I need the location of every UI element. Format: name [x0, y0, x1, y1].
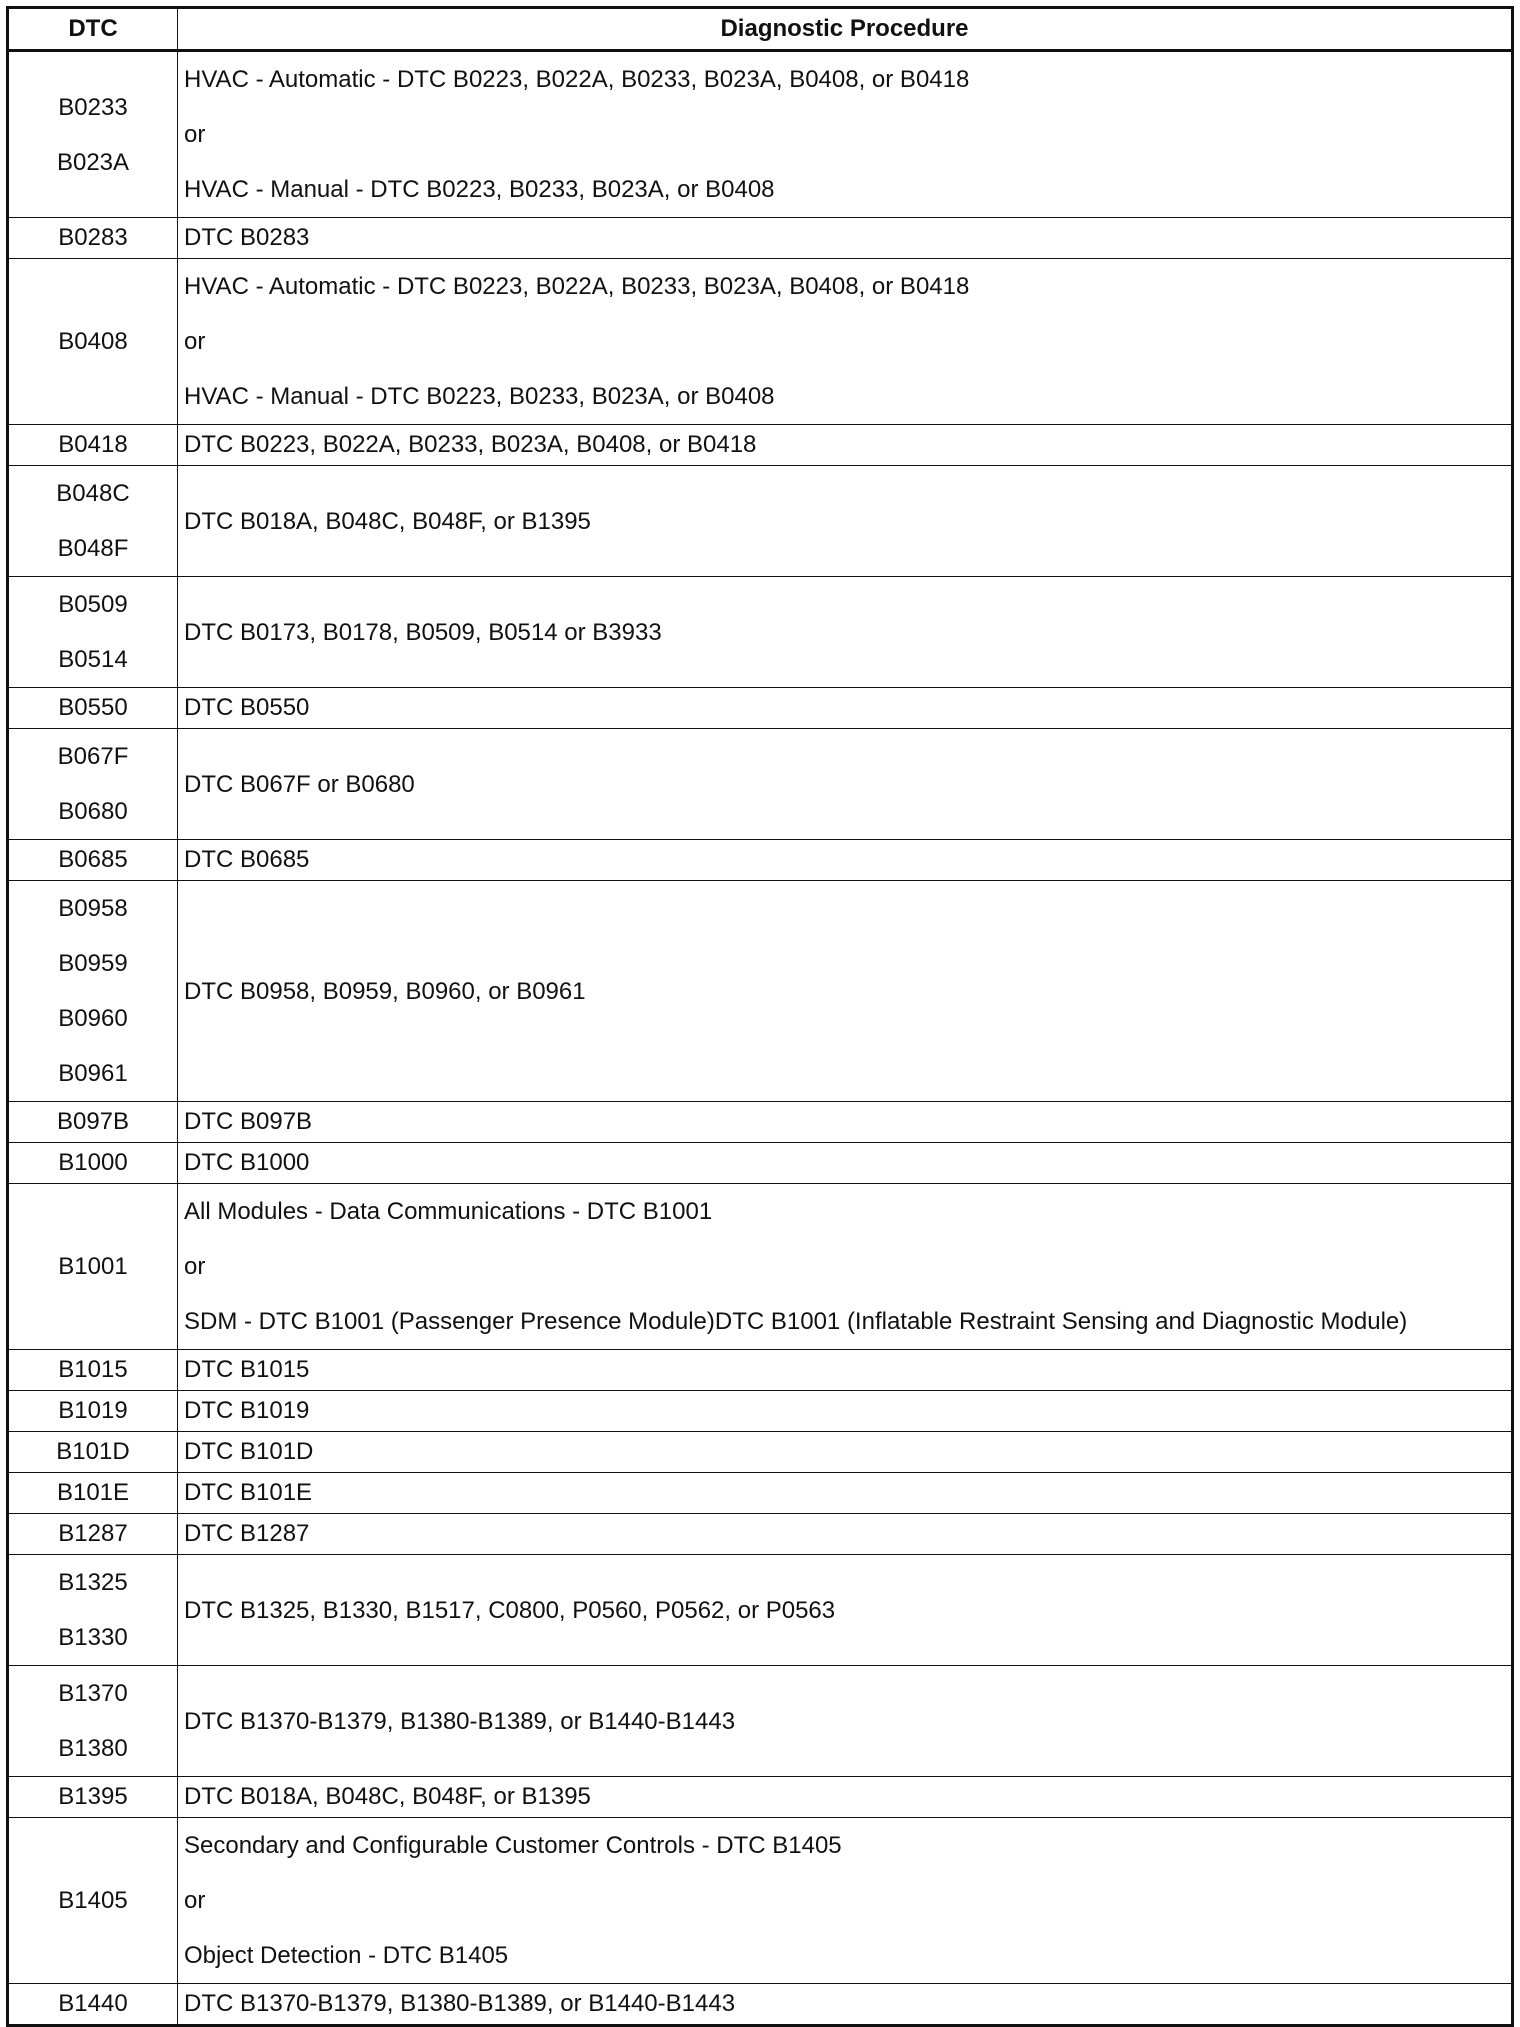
table-row: [8, 881, 1513, 1102]
procedure-cell: [178, 1391, 1513, 1432]
table-row: [8, 1473, 1513, 1514]
dtc-cell: [8, 51, 178, 218]
dtc-code: B0680: [58, 798, 128, 825]
table-row: [8, 1143, 1513, 1184]
procedure-text: DTC B0550: [184, 694, 310, 721]
table-header-row: [8, 8, 1513, 51]
procedure-text: DTC B1019: [184, 1397, 310, 1424]
dtc-code: B1325: [58, 1569, 128, 1596]
table-row: [8, 1102, 1513, 1143]
procedure-text: Secondary and Configurable Customer Controls - DTC B1405: [184, 1832, 842, 1859]
procedure-text: or: [184, 1887, 206, 1914]
procedure-text: DTC B1000: [184, 1149, 310, 1176]
table-row: [8, 1777, 1513, 1818]
procedure-text: or: [184, 328, 206, 355]
dtc-code: B1287: [58, 1520, 128, 1547]
dtc-code: B067F: [57, 743, 129, 770]
dtc-cell: [8, 259, 178, 425]
procedure-cell: [178, 1350, 1513, 1391]
procedure-text: or: [184, 1253, 206, 1280]
procedure-cell: [178, 1666, 1513, 1777]
procedure-text: DTC B0173, B0178, B0509, B0514 or B3933: [184, 618, 662, 646]
procedure-text: DTC B1015: [184, 1356, 310, 1383]
dtc-code: B0550: [58, 694, 128, 721]
dtc-cell: [8, 1184, 178, 1350]
dtc-code: B1380: [58, 1735, 128, 1762]
procedure-cell: [178, 881, 1513, 1102]
procedure-text: DTC B097B: [184, 1108, 313, 1135]
table-row: [8, 577, 1513, 688]
dtc-code: B1001: [58, 1253, 128, 1280]
table-row: [8, 1984, 1513, 2026]
table-row: [8, 218, 1513, 259]
table-row: [8, 259, 1513, 425]
procedure-cell: [178, 1473, 1513, 1514]
procedure-cell: [178, 259, 1513, 425]
dtc-cell: [8, 1666, 178, 1777]
procedure-cell: [178, 51, 1513, 218]
dtc-code: B0509: [58, 591, 128, 618]
dtc-code: B0408: [58, 328, 128, 355]
dtc-code: B1000: [58, 1149, 128, 1176]
procedure-cell: [178, 1102, 1513, 1143]
dtc-cell: [8, 881, 178, 1102]
procedure-text: DTC B018A, B048C, B048F, or B1395: [184, 507, 591, 535]
procedure-text: SDM - DTC B1001 (Passenger Presence Module)DTC B1001 (Inflatable Restraint Sensing and Diagnostic Module): [184, 1308, 1408, 1335]
dtc-cell: [8, 729, 178, 840]
table-row: [8, 688, 1513, 729]
dtc-cell: [8, 1350, 178, 1391]
procedure-text: DTC B101D: [184, 1438, 314, 1465]
dtc-code: B0685: [58, 846, 128, 873]
procedure-cell: [178, 425, 1513, 466]
procedure-text: DTC B1370-B1379, B1380-B1389, or B1440-B1443: [184, 1707, 736, 1735]
dtc-cell: [8, 1984, 178, 2026]
procedure-text: DTC B1287: [184, 1520, 310, 1547]
dtc-code: B1019: [58, 1397, 128, 1424]
dtc-cell: [8, 1514, 178, 1555]
table-row: [8, 1432, 1513, 1473]
procedure-cell: [178, 729, 1513, 840]
procedure-column-header: Diagnostic Procedure: [178, 8, 1513, 51]
dtc-cell: [8, 1432, 178, 1473]
table-row: [8, 466, 1513, 577]
table-row: [8, 1391, 1513, 1432]
table-body: [8, 51, 1513, 2026]
dtc-cell: [8, 1818, 178, 1984]
procedure-cell: [178, 1984, 1513, 2026]
dtc-cell: [8, 425, 178, 466]
procedure-text: Object Detection - DTC B1405: [184, 1942, 509, 1969]
dtc-code: B1440: [58, 1990, 128, 2017]
procedure-text: DTC B0685: [184, 846, 310, 873]
procedure-cell: [178, 466, 1513, 577]
dtc-code: B0283: [58, 224, 128, 251]
dtc-code: B048C: [56, 480, 130, 507]
dtc-cell: [8, 1391, 178, 1432]
dtc-code: B0418: [58, 431, 128, 458]
dtc-code: B1405: [58, 1887, 128, 1914]
procedure-cell: [178, 1143, 1513, 1184]
procedure-cell: [178, 688, 1513, 729]
dtc-column-header: DTC: [8, 8, 178, 51]
procedure-text: or: [184, 121, 206, 148]
dtc-code: B0959: [58, 950, 128, 977]
procedure-text: DTC B067F or B0680: [184, 770, 415, 798]
table-row: [8, 1818, 1513, 1984]
dtc-cell: [8, 688, 178, 729]
dtc-code: B023A: [56, 148, 130, 176]
dtc-code: B097B: [56, 1108, 130, 1135]
dtc-cell: [8, 466, 178, 577]
procedure-text: DTC B0223, B022A, B0233, B023A, B0408, or B0418: [184, 431, 757, 458]
procedure-cell: [178, 1818, 1513, 1984]
dtc-cell: [8, 1143, 178, 1184]
dtc-code: B101D: [56, 1438, 130, 1465]
procedure-text: DTC B0958, B0959, B0960, or B0961: [184, 977, 586, 1005]
dtc-code: B048F: [57, 535, 129, 562]
dtc-code: B0233: [58, 93, 128, 121]
procedure-text: HVAC - Automatic - DTC B0223, B022A, B0233, B023A, B0408, or B0418: [184, 66, 970, 93]
procedure-text: DTC B0283: [184, 224, 310, 251]
procedure-text: HVAC - Automatic - DTC B0223, B022A, B0233, B023A, B0408, or B0418: [184, 273, 970, 300]
procedure-cell: [178, 218, 1513, 259]
table-row: [8, 51, 1513, 218]
procedure-cell: [178, 1184, 1513, 1350]
procedure-cell: [178, 1777, 1513, 1818]
dtc-code: B0958: [58, 895, 128, 922]
dtc-code: B1395: [58, 1783, 128, 1810]
table-row: [8, 425, 1513, 466]
dtc-code: B1015: [58, 1356, 128, 1383]
procedure-cell: [178, 1555, 1513, 1666]
dtc-cell: [8, 1473, 178, 1514]
table-row: [8, 840, 1513, 881]
procedure-cell: [178, 1514, 1513, 1555]
procedure-text: HVAC - Manual - DTC B0223, B0233, B023A, or B0408: [184, 176, 775, 203]
procedure-text: All Modules - Data Communications - DTC B1001: [184, 1198, 713, 1225]
procedure-text: DTC B1325, B1330, B1517, C0800, P0560, P0562, or P0563: [184, 1596, 836, 1624]
dtc-table: [6, 6, 1514, 2027]
procedure-text: DTC B1370-B1379, B1380-B1389, or B1440-B1443: [184, 1990, 736, 2017]
table-row: [8, 1184, 1513, 1350]
dtc-code: B1370: [58, 1680, 128, 1707]
dtc-cell: [8, 1777, 178, 1818]
dtc-cell: [8, 218, 178, 259]
table-row: [8, 1555, 1513, 1666]
dtc-cell: [8, 577, 178, 688]
procedure-cell: [178, 1432, 1513, 1473]
dtc-cell: [8, 1102, 178, 1143]
procedure-text: HVAC - Manual - DTC B0223, B0233, B023A, or B0408: [184, 383, 775, 410]
dtc-code: B101E: [56, 1479, 130, 1506]
dtc-code: B0961: [58, 1060, 128, 1087]
dtc-code: B0960: [58, 1005, 128, 1032]
dtc-code: B0514: [58, 646, 128, 673]
procedure-text: DTC B018A, B048C, B048F, or B1395: [184, 1783, 591, 1810]
dtc-cell: [8, 840, 178, 881]
table-row: [8, 729, 1513, 840]
procedure-cell: [178, 577, 1513, 688]
table-row: [8, 1350, 1513, 1391]
table-row: [8, 1666, 1513, 1777]
dtc-cell: [8, 1555, 178, 1666]
procedure-text: DTC B101E: [184, 1479, 313, 1506]
dtc-code: B1330: [58, 1624, 128, 1651]
table-row: [8, 1514, 1513, 1555]
procedure-cell: [178, 840, 1513, 881]
